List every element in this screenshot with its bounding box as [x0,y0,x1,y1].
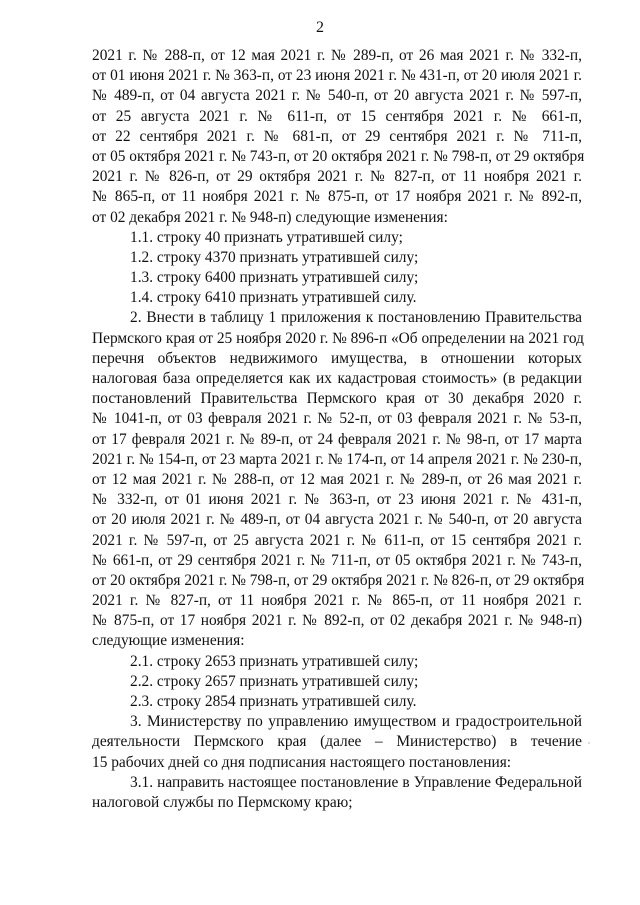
text-line: 2021 г. № 826-п, от 29 октября 2021 г. № 827-п, от 11 ноября 2021 г. [92,168,582,186]
text-line: 2. Внести в таблицу 1 приложения к постановлению Правительства [130,309,582,327]
text-line: от 20 октября 2021 г. № 798-п, от 29 октября 2021 г. № 826-п, от 29 октября [92,571,585,589]
text-line: Пермского края от 25 ноября 2020 г. № 896-п «Об определении на 2021 год [92,329,585,347]
text-line: налоговой службы по Пермскому краю; [92,793,353,811]
text-line: 1.1. строку 40 признать утратившей силу; [130,228,403,246]
scan-speck [588,742,590,744]
text-line: 3.1. направить настоящее постановление в Управление Федеральной [130,773,582,791]
text-line: № 875-п, от 17 ноября 2021 г. № 892-п, от 02 декабря 2021 г. № 948-п) [92,612,582,630]
text-line: 2.1. строку 2653 признать утратившей силу; [130,652,419,670]
text-line: от 17 февраля 2021 г. № 89-п, от 24 февраля 2021 г. № 98-п, от 17 марта [92,430,582,448]
text-line: от 05 октября 2021 г. № 743-п, от 20 октября 2021 г. № 798-п, от 29 октября [92,147,585,165]
text-line: 2021 г. № 597-п, от 25 августа 2021 г. № 611-п, от 15 сентября 2021 г. [92,531,582,549]
text-line: 2.2. строку 2657 признать утратившей силу; [130,672,419,690]
text-line: от 12 мая 2021 г. № 288-п, от 12 мая 2021 г. № 289-п, от 26 мая 2021 г. [92,470,582,488]
document-body [92,46,585,813]
text-line: постановлений Правительства Пермского края от 30 декабря 2020 г. [92,390,582,408]
text-line: от 22 сентября 2021 г. № 681-п, от 29 сентября 2021 г. № 711-п, [92,127,582,145]
text-line: от 20 июля 2021 г. № 489-п, от 04 августа 2021 г. № 540-п, от 20 августа [92,511,582,529]
text-line: перечня объектов недвижимого имущества, в отношении которых [92,349,582,367]
text-line: 1.3. строку 6400 признать утратившей силу; [130,269,419,287]
text-line: следующие изменения: [92,632,245,650]
text-line: 3. Министерству по управлению имуществом и градостроительной [130,713,582,731]
text-line: 15 рабочих дней со дня подписания настоящего постановления: [92,753,512,771]
text-line: 2021 г. № 154-п, от 23 марта 2021 г. № 174-п, от 14 апреля 2021 г. № 230-п, [92,450,582,468]
text-line: № 332-п, от 01 июня 2021 г. № 363-п, от 23 июня 2021 г. № 431-п, [92,491,582,509]
text-line: № 489-п, от 04 августа 2021 г. № 540-п, от 20 августа 2021 г. № 597-п, [92,87,582,105]
text-line: № 865-п, от 11 ноября 2021 г. № 875-п, от 17 ноября 2021 г. № 892-п, [92,188,582,206]
text-line: № 661-п, от 29 сентября 2021 г. № 711-п, от 05 октября 2021 г. № 743-п, [92,551,582,569]
text-line: 2.3. строку 2854 признать утратившей силу. [130,693,417,710]
text-line: деятельности Пермского края (далее – Министерство) в течение [92,733,582,751]
text-line: от 02 декабря 2021 г. № 948-п) следующие изменения: [92,208,448,226]
text-line: налоговая база определяется как их кадастровая стоимость» (в редакции [92,370,582,387]
text-line: от 01 июня 2021 г. № 363-п, от 23 июня 2021 г. № 431-п, от 20 июля 2021 г. [92,67,582,85]
text-line: 2021 г. № 288-п, от 12 мая 2021 г. № 289-п, от 26 мая 2021 г. № 332-п, [92,47,582,64]
text-line: 1.2. строку 4370 признать утратившей силу; [130,248,419,266]
text-line: от 25 августа 2021 г. № 611-п, от 15 сентября 2021 г. № 661-п, [92,107,582,125]
page-number: 2 [316,19,324,36]
text-line: 2021 г. № 827-п, от 11 ноября 2021 г. № 865-п, от 11 ноября 2021 г. [92,592,582,610]
text-line: № 1041-п, от 03 февраля 2021 г. № 52-п, от 03 февраля 2021 г. № 53-п, [92,410,582,428]
text-line: 1.4. строку 6410 признать утратившей силу. [130,289,417,307]
